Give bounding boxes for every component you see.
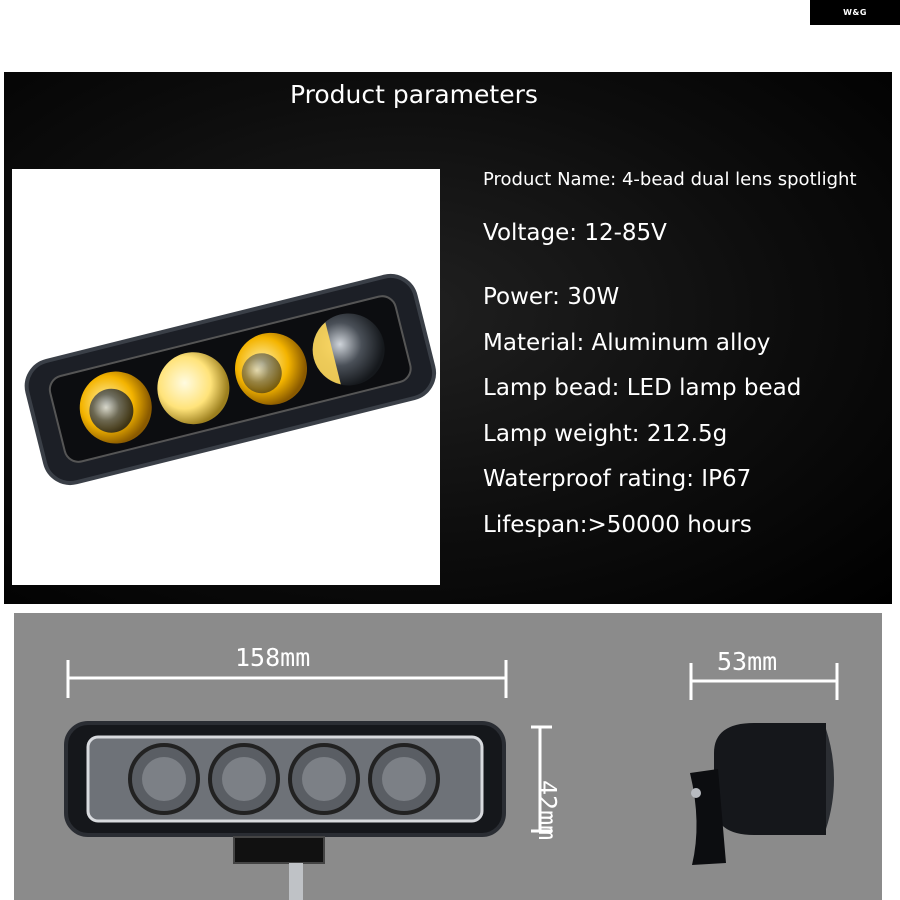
brand-logo — [810, 0, 900, 25]
lamp-front-view — [66, 723, 504, 900]
spec-product-name: Product Name: 4-bead dual lens spotlight — [483, 169, 857, 190]
spec-lamp-weight: Lamp weight: 212.5g — [483, 421, 728, 447]
spec-power: Power: 30W — [483, 284, 620, 310]
spec-voltage: Voltage: 12-85V — [483, 220, 667, 246]
depth-label: 53mm — [717, 647, 778, 676]
lamp-side-view — [690, 723, 834, 865]
spec-waterproof: Waterproof rating: IP67 — [483, 466, 752, 492]
product-photo — [12, 169, 440, 585]
page-title: Product parameters — [290, 80, 538, 109]
brand-logo-text: W&G — [843, 8, 867, 17]
dimensions-panel — [14, 613, 882, 900]
spec-lamp-bead: Lamp bead: LED lamp bead — [483, 375, 802, 401]
length-label: 158mm — [235, 643, 311, 672]
spec-material: Material: Aluminum alloy — [483, 330, 771, 356]
lamp-photo-illustration — [12, 169, 440, 585]
height-label: 42mm — [533, 780, 562, 841]
spec-lifespan: Lifespan:>50000 hours — [483, 512, 752, 538]
